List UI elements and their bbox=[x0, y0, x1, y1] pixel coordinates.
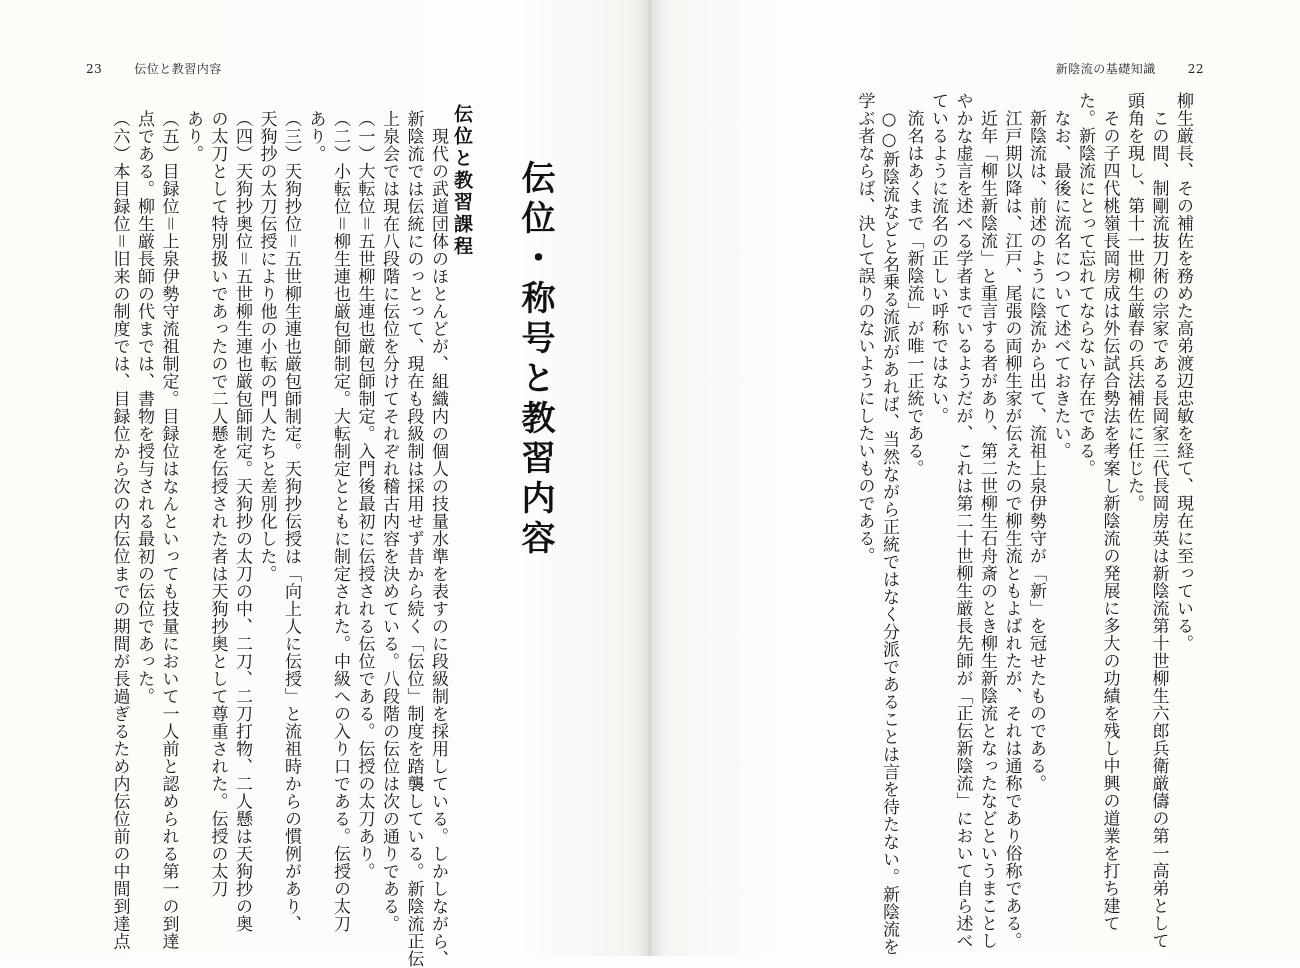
body-line: 頭角を現し、第十一世柳生厳春の兵法補佐に任じた。 bbox=[1124, 92, 1144, 512]
left-running-title: 伝位と教習内容 bbox=[134, 62, 222, 76]
body-line: 流名はあくまで「新陰流」が唯一正統である。 bbox=[903, 92, 924, 477]
body-line: 上泉会では現在八段階に伝位を分けてそれぞれ稽古内容を決めている。八段階の伝位は次の通りである。 bbox=[379, 110, 399, 933]
body-line: 柳生厳長、その補佐を務めた高弟渡辺忠敏を経て、現在に至っている。 bbox=[1173, 92, 1193, 652]
list-item: （五）目録位＝上泉伊勢守流祖制定。目録位はなんといっても技量において一人前と認められる第一の到達 bbox=[158, 110, 179, 950]
body-line: 現代の武道団体のほとんどが、組織内の個人の技量水準を表すのに段級制を採用している。しかしながら、 bbox=[428, 110, 448, 968]
body-line: 近年「柳生新陰流」と重言する者があり、第二世柳生石舟斎のとき柳生新陰流となったなどというまことし bbox=[977, 92, 997, 950]
body-line: やかな虚言を述べる学者までいるようだが、これは第二十世柳生厳長先師が「正伝新陰流」において自ら述べ bbox=[952, 92, 973, 950]
left-running-head bbox=[86, 60, 222, 77]
body-line: た。新陰流にとって忘れてならない存在である。 bbox=[1075, 92, 1095, 477]
list-item-continuation: あり。 bbox=[305, 110, 326, 163]
body-line: 学ぶ者ならば、決して誤りのないようにしたいものである。 bbox=[854, 92, 875, 565]
chapter-title: 伝位・称号と教習内容 bbox=[515, 160, 555, 560]
right-running-head bbox=[1056, 60, 1204, 77]
right-body-text bbox=[765, 92, 1195, 956]
body-line: 江戸期以降は、江戸、尾張の両柳生家が伝えたので柳生流ともよばれたが、それは通称であり俗称である。 bbox=[1001, 92, 1022, 950]
list-item-continuation: の太刀として特別扱いであったので二人懸を伝授された者は天狗抄奥として尊重された。伝授の太刀 bbox=[207, 110, 228, 898]
list-item: （四）天狗抄奥位＝五世柳生連也厳包師制定。天狗抄の太刀の中、二刀、二刀打物、二人懸は天狗抄の奥 bbox=[232, 110, 252, 933]
section-heading: 伝位と教習課程 bbox=[451, 104, 473, 258]
right-running-title: 新陰流の基礎知識 bbox=[1055, 62, 1156, 76]
body-line: なお、最後に流名について述べておきたい。 bbox=[1050, 92, 1071, 460]
left-page-number: 23 bbox=[86, 62, 103, 76]
list-item: （三）天狗抄位＝五世柳生連也厳包師制定。天狗抄伝授は「向上人に伝授」と流祖時からの慣例があり、 bbox=[281, 110, 301, 933]
list-item: （六）本目録位＝旧来の制度では、目録位から次の内伝位までの期間が長過ぎるため内伝位前の中間到達点 bbox=[109, 110, 130, 950]
list-item: （一）大転位＝五世柳生連也厳包師制定。入門後最初に伝授される伝位である。伝授の太刀あり。 bbox=[354, 110, 375, 880]
list-item: （二）小転位＝柳生連也厳包師制定。大転制定とともに制定された。中級への入り口である。伝授の太刀 bbox=[330, 110, 350, 933]
body-line: その子四代桃嶺長岡房成は外伝試合勢法を考案し新陰流の発展に多大の功績を残し中興の道業を打ち建て bbox=[1099, 92, 1120, 932]
right-page bbox=[650, 0, 1300, 956]
left-body-text bbox=[80, 110, 450, 968]
body-line: この間、制剛流抜刀術の宗家である長岡家三代長岡房英は新陰流第十世柳生六郎兵衛厳儔の第一高弟として bbox=[1148, 92, 1169, 950]
body-line: 新陰流では伝統にのっとって、現在も段級制は採用せず昔から続く「伝位」制度を踏襲している。新陰流正伝 bbox=[403, 110, 424, 968]
list-item-continuation: 点である。柳生厳長師の代までは、書物を授与される最初の伝位であった。 bbox=[134, 110, 154, 705]
list-item-continuation: 天狗抄の太刀伝授により他の小転の門人たちと差別化した。 bbox=[256, 110, 277, 583]
right-page-number: 22 bbox=[1187, 62, 1204, 76]
body-line: ているように流名の正しい呼称ではない。 bbox=[928, 92, 948, 425]
body-line: ○○新陰流などと名乗る流派があれば、当然ながら正統ではなく分派であることは言を待たない。新陰流を bbox=[879, 92, 899, 956]
body-line: 新陰流は、前述のように陰流から出て、流祖上泉伊勢守が「新」を冠せたものである。 bbox=[1026, 92, 1046, 792]
list-item-continuation: あり。 bbox=[183, 110, 203, 163]
